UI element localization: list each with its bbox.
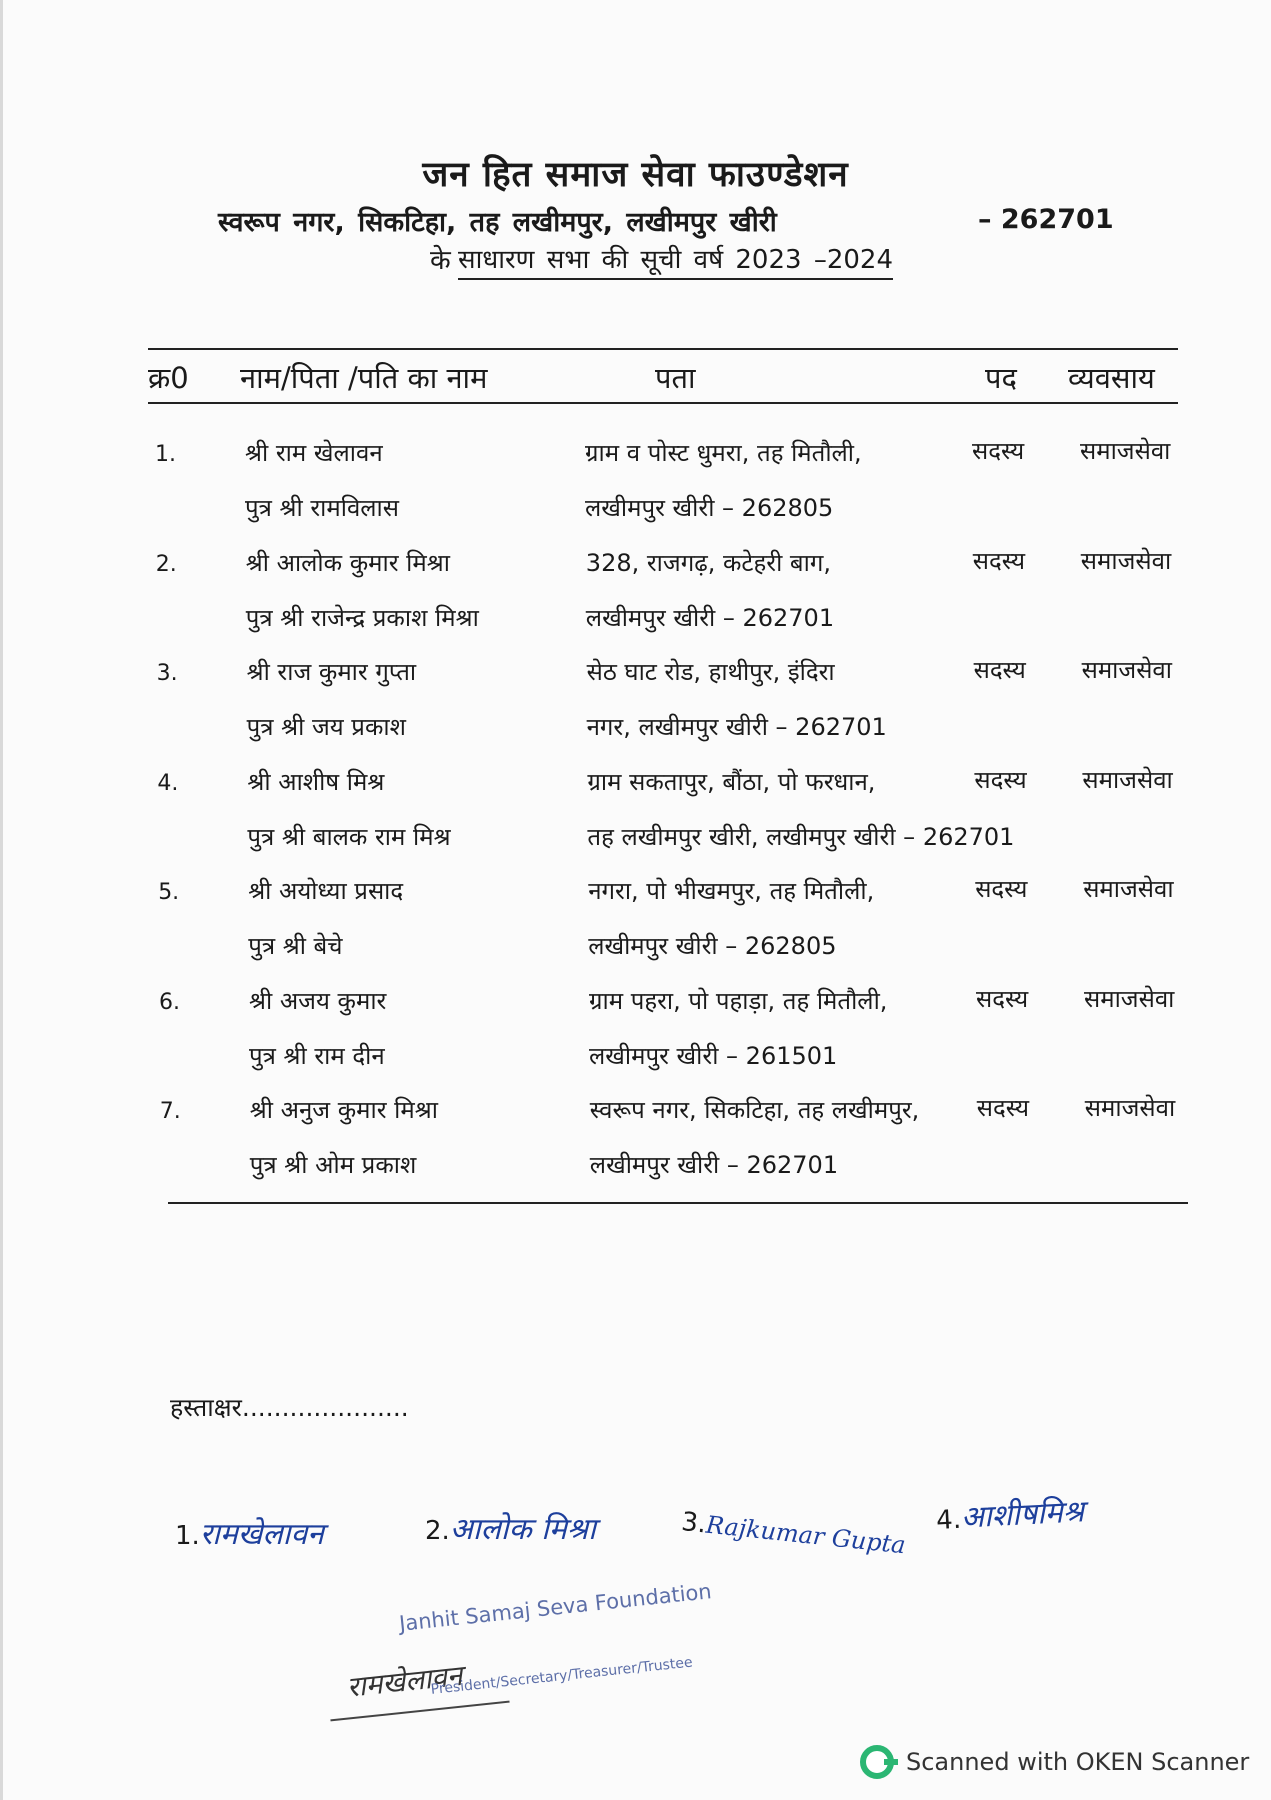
signature-text: आलोक मिश्रा (449, 1512, 596, 1547)
header-post: पद (985, 361, 1017, 395)
subtitle-prefix: के (430, 245, 451, 276)
row-occupation: समाजसेवा (1082, 765, 1173, 794)
row-name: श्री अजय कुमार (249, 986, 387, 1015)
header-serial: क्र0 (148, 361, 189, 395)
scanner-text: Scanned with OKEN Scanner (906, 1748, 1250, 1776)
row-serial: 2. (155, 551, 177, 577)
row-post: सदस्य (976, 1094, 1030, 1122)
row-relation: पुत्र श्री बालक राम मिश्र (247, 822, 451, 851)
row-name: श्री आशीष मिश्र (247, 767, 385, 796)
row-serial: 1. (155, 442, 176, 467)
signature-number: 1. (175, 1521, 200, 1551)
row-relation: पुत्र श्री रामविलास (245, 494, 400, 522)
row-address-line2: लखीमपुर खीरी – 262805 (585, 494, 834, 522)
row-occupation: समाजसेवा (1080, 437, 1171, 465)
row-name: श्री अनुज कुमार मिश्रा (249, 1096, 438, 1124)
row-address-line2: लखीमपुर खीरी – 261501 (589, 1041, 838, 1070)
row-post: सदस्य (975, 875, 1028, 903)
stamp-org-name: Janhit Samaj Seva Foundation (398, 1579, 713, 1636)
row-address-line2: लखीमपुर खीरी – 262701 (585, 603, 835, 632)
signature-number: 2. (425, 1516, 450, 1546)
row-address-line1: स्वरूप नगर, सिकटिहा, तह लखीमपुर, (589, 1096, 920, 1124)
row-post: सदस्य (974, 765, 1027, 794)
table-top-rule (148, 348, 1178, 350)
row-occupation: समाजसेवा (1081, 656, 1172, 684)
org-title: जन हित समाज सेवा फाउण्डेशन (422, 155, 849, 195)
signature-number: 3. (679, 1507, 708, 1540)
row-address-line2: तह लखीमपुर खीरी, लखीमपुर खीरी – 262701 (587, 822, 1015, 851)
row-relation: पुत्र श्री ओम प्रकाश (249, 1151, 417, 1179)
table-header-rule (148, 402, 1178, 404)
signature-text: Rajkumar Gupta (704, 1510, 907, 1560)
row-relation: पुत्र श्री राम दीन (249, 1041, 385, 1070)
signature-3 (680, 1507, 907, 1560)
table-bottom-rule (168, 1202, 1188, 1204)
header-address: पता (655, 361, 696, 395)
header-occupation: व्यवसाय (1068, 361, 1155, 395)
signature-text: आशीषमिश्र (960, 1494, 1085, 1536)
signature-label: हस्ताक्षर..................... (170, 1393, 409, 1422)
scanner-watermark (860, 1745, 1249, 1779)
row-name: श्री आलोक कुमार मिश्रा (245, 548, 450, 577)
row-serial: 3. (156, 661, 178, 686)
stamp-role: President/Secretary/Treasurer/Trustee (430, 1654, 694, 1698)
row-post: सदस्य (972, 437, 1025, 465)
org-address: स्वरूप नगर, सिकटिहा, तह लखीमपुर, लखीमपुर खीरी (218, 207, 777, 238)
row-address-line1: सेठ घाट रोड, हाथीपुर, इंदिरा (586, 658, 835, 686)
row-relation: पुत्र श्री जय प्रकाश (246, 713, 406, 741)
row-address-line1: नगरा, पो भीखमपुर, तह मितौली, (588, 877, 875, 905)
row-address-line1: ग्राम व पोस्ट धुमरा, तह मितौली, (585, 439, 862, 467)
org-pincode: – 262701 (978, 204, 1114, 235)
row-address-line1: ग्राम सकतापुर, बौंठा, पो फरधान, (587, 767, 876, 796)
signature-number: 4. (935, 1504, 962, 1536)
list-subtitle: साधारण सभा की सूची वर्ष 2023 –2024 (458, 240, 893, 280)
row-address-line2: लखीमपुर खीरी – 262805 (588, 932, 837, 960)
row-relation: पुत्र श्री राजेन्द्र प्रकाश मिश्रा (245, 603, 479, 632)
page-edge (0, 0, 3, 1800)
scanner-logo-icon (860, 1745, 894, 1779)
row-serial: 4. (157, 770, 179, 796)
row-serial: 5. (158, 880, 180, 905)
row-occupation: समाजसेवा (1080, 546, 1172, 575)
row-name: श्री अयोध्या प्रसाद (248, 877, 404, 905)
row-occupation: समाजसेवा (1083, 875, 1174, 903)
stamp-signature: रामखेलावन (345, 1658, 464, 1704)
signature-2 (425, 1507, 596, 1548)
row-address-line1: ग्राम पहरा, पो पहाड़ा, तह मितौली, (589, 986, 888, 1015)
row-name: श्री राम खेलावन (245, 439, 383, 467)
row-serial: 6. (159, 989, 180, 1015)
signature-text: रामखेलावन (199, 1517, 324, 1552)
row-post: सदस्य (976, 984, 1029, 1013)
signature-1 (175, 1512, 324, 1553)
signature-4 (935, 1489, 1085, 1538)
row-post: सदस्य (973, 656, 1026, 684)
row-occupation: समाजसेवा (1084, 984, 1175, 1013)
row-name: श्री राज कुमार गुप्ता (246, 658, 417, 686)
header-name: नाम/पिता /पति का नाम (240, 361, 488, 395)
row-relation: पुत्र श्री बेचे (248, 932, 343, 960)
row-address-line2: नगर, लखीमपुर खीरी – 262701 (586, 713, 887, 741)
row-occupation: समाजसेवा (1084, 1094, 1176, 1122)
row-address-line1: 328, राजगढ़, कटेहरी बाग, (585, 548, 831, 577)
row-post: सदस्य (972, 546, 1026, 575)
row-address-line2: लखीमपुर खीरी – 262701 (589, 1151, 839, 1179)
row-serial: 7. (159, 1099, 181, 1124)
